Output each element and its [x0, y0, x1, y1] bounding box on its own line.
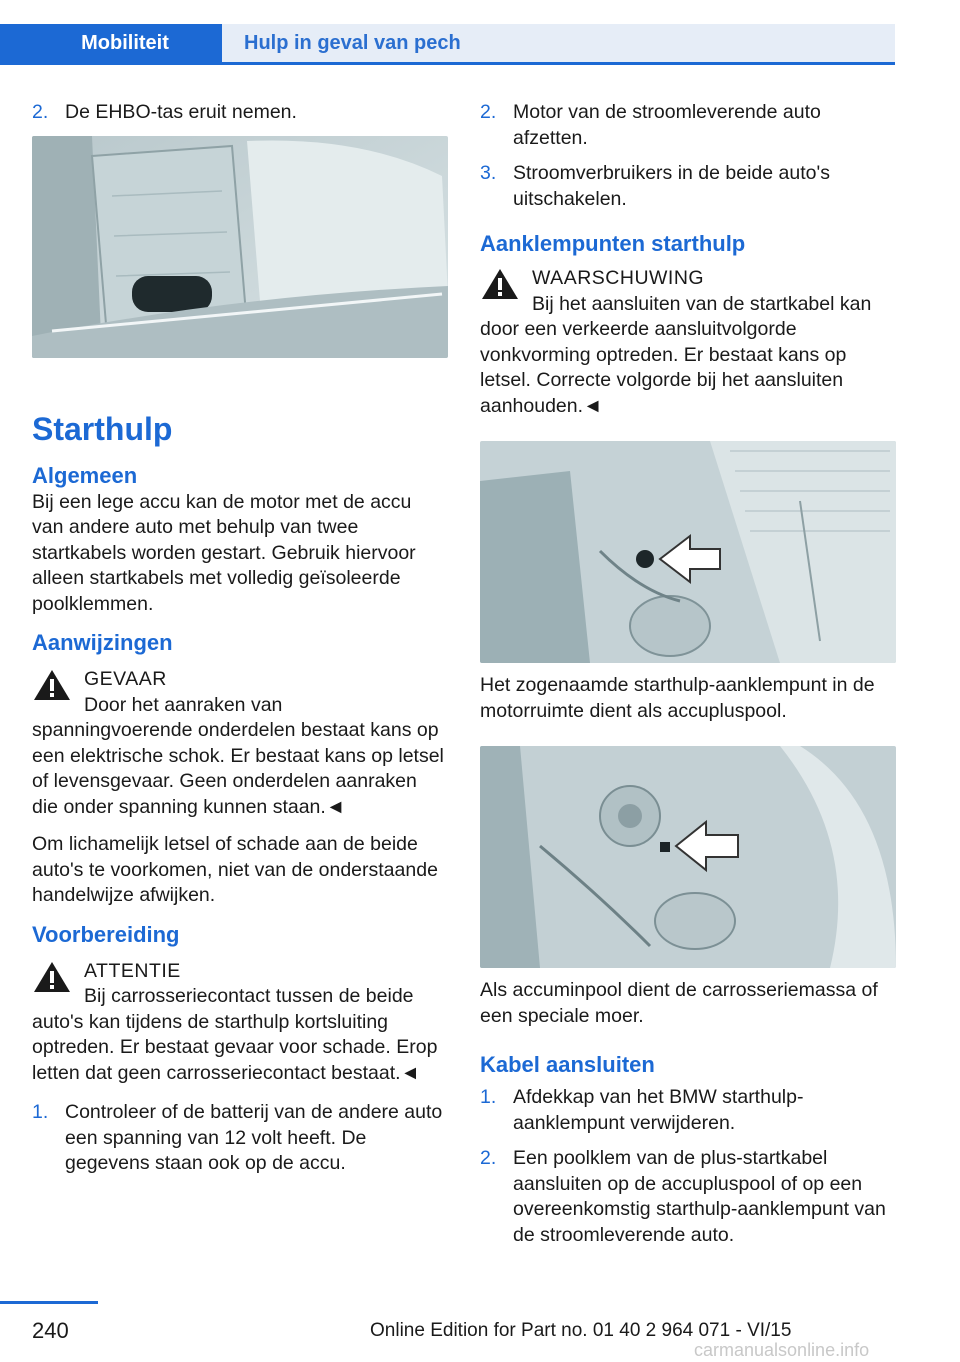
warning-gevaar: [32, 667, 448, 820]
list-text: Een poolklem van de plus-startkabel aansluiten op de accupluspool of op een overeenkomstig starthulp-aanklempunt van de stroomleverende auto.: [513, 1147, 886, 1246]
section-tab-hulp-pech[interactable]: Hulp in geval van pech: [222, 24, 895, 62]
warning-title: WAARSCHUWING: [532, 267, 705, 289]
edition-info: Online Edition for Part no. 01 40 2 964 071 - VI/15: [370, 1320, 792, 1341]
list-text: Controleer of de batterij van de andere auto een spanning van 12 volt heeft. De gegevens staan ook op de accu.: [65, 1101, 443, 1174]
warning-triangle-icon: [32, 667, 72, 703]
caption-minus-terminal: Als accuminpool dient de carrosseriemassa of een speciale moer.: [480, 979, 878, 1027]
caption-plus-terminal: Het zogenaamde starthulp-aanklempunt in de motorruimte dient als accupluspool.: [480, 674, 875, 722]
list-item-afdekkap: [480, 1085, 896, 1136]
list-number: 2.: [480, 101, 497, 123]
footer-divider: [0, 1301, 98, 1304]
list-number: 2.: [32, 101, 49, 123]
warning-text: Bij het aansluiten van de startkabel kan door een verkeerde aansluitvolgorde vonkvorming optreden. Er bestaat kans op letsel. Correcte volgorde bij het aansluiten aanhouden.◄: [480, 292, 872, 417]
left-column: [32, 100, 448, 1187]
heading-kabel-aansluiten: Kabel aansluiten: [480, 1052, 655, 1077]
algemeen-paragraph: Bij een lege accu kan de motor met de accu van andere auto met behulp van twee startkabels worden gestart. Gebruik hiervoor alleen startkabels met volledig geïsoleerde poolklemmen.: [32, 490, 416, 615]
list-item-motor: [480, 100, 896, 151]
photo-ehbo-compartment: [32, 136, 448, 358]
heading-algemeen: Algemeen: [32, 462, 138, 488]
warning-title: ATTENTIE: [84, 959, 181, 982]
chapter-tab-mobiliteit[interactable]: Mobiliteit: [0, 24, 222, 62]
right-column: [480, 100, 896, 1258]
list-text: Stroomverbruikers in de beide auto's uitschakelen.: [513, 162, 830, 210]
list-item-ehbo: [32, 100, 448, 126]
warning-triangle-icon: [32, 959, 72, 995]
list-item-poolklem: [480, 1146, 896, 1248]
warning-attentie: [32, 959, 448, 1087]
warning-text: Bij carrosseriecontact tussen de beide auto's kan tijdens de starthulp kortsluiting optreden. Er bestaat gevaar voor schade. Erop letten dat geen carrosseriecontact bestaat.◄: [32, 985, 438, 1084]
list-text: Motor van de stroomleverende auto afzetten.: [513, 101, 821, 149]
list-item-controleer: [32, 1100, 448, 1177]
list-number: 1.: [480, 1086, 497, 1108]
warning-text: Door het aanraken van spanningvoerende onderdelen bestaat kans op een elektrische schok. Er bestaat kans op letsel of levensgevaar. Geen onderdelen aanraken die onder spanning kunnen staan.◄: [32, 693, 444, 818]
page-header: [0, 24, 895, 64]
list-number: 2.: [480, 1147, 497, 1169]
list-text: De EHBO-tas eruit nemen.: [65, 101, 297, 123]
photo-plus-terminal: [480, 441, 896, 663]
warning-triangle-icon: [480, 266, 520, 302]
list-text: Afdekkap van het BMW starthulp-aanklempunt verwijderen.: [513, 1086, 804, 1134]
warning-waarschuwing: [480, 266, 896, 419]
header-divider: [0, 62, 895, 65]
list-number: 1.: [32, 1101, 49, 1123]
list-number: 3.: [480, 162, 497, 184]
photo-minus-terminal: [480, 746, 896, 968]
letsel-paragraph: Om lichamelijk letsel of schade aan de beide auto's te voorkomen, niet van de onderstaande handelwijze afwijken.: [32, 833, 438, 906]
watermark: carmanualsonline.info: [694, 1340, 870, 1360]
heading-aanklempunten: Aanklempunten starthulp: [480, 231, 746, 256]
page-number: 240: [32, 1318, 69, 1343]
section-title-starthulp: Starthulp: [32, 410, 173, 447]
list-item-stroomverbruikers: [480, 161, 896, 212]
warning-title: GEVAAR: [84, 668, 167, 690]
heading-voorbereiding: Voorbereiding: [32, 921, 180, 947]
heading-aanwijzingen: Aanwijzingen: [32, 630, 173, 655]
